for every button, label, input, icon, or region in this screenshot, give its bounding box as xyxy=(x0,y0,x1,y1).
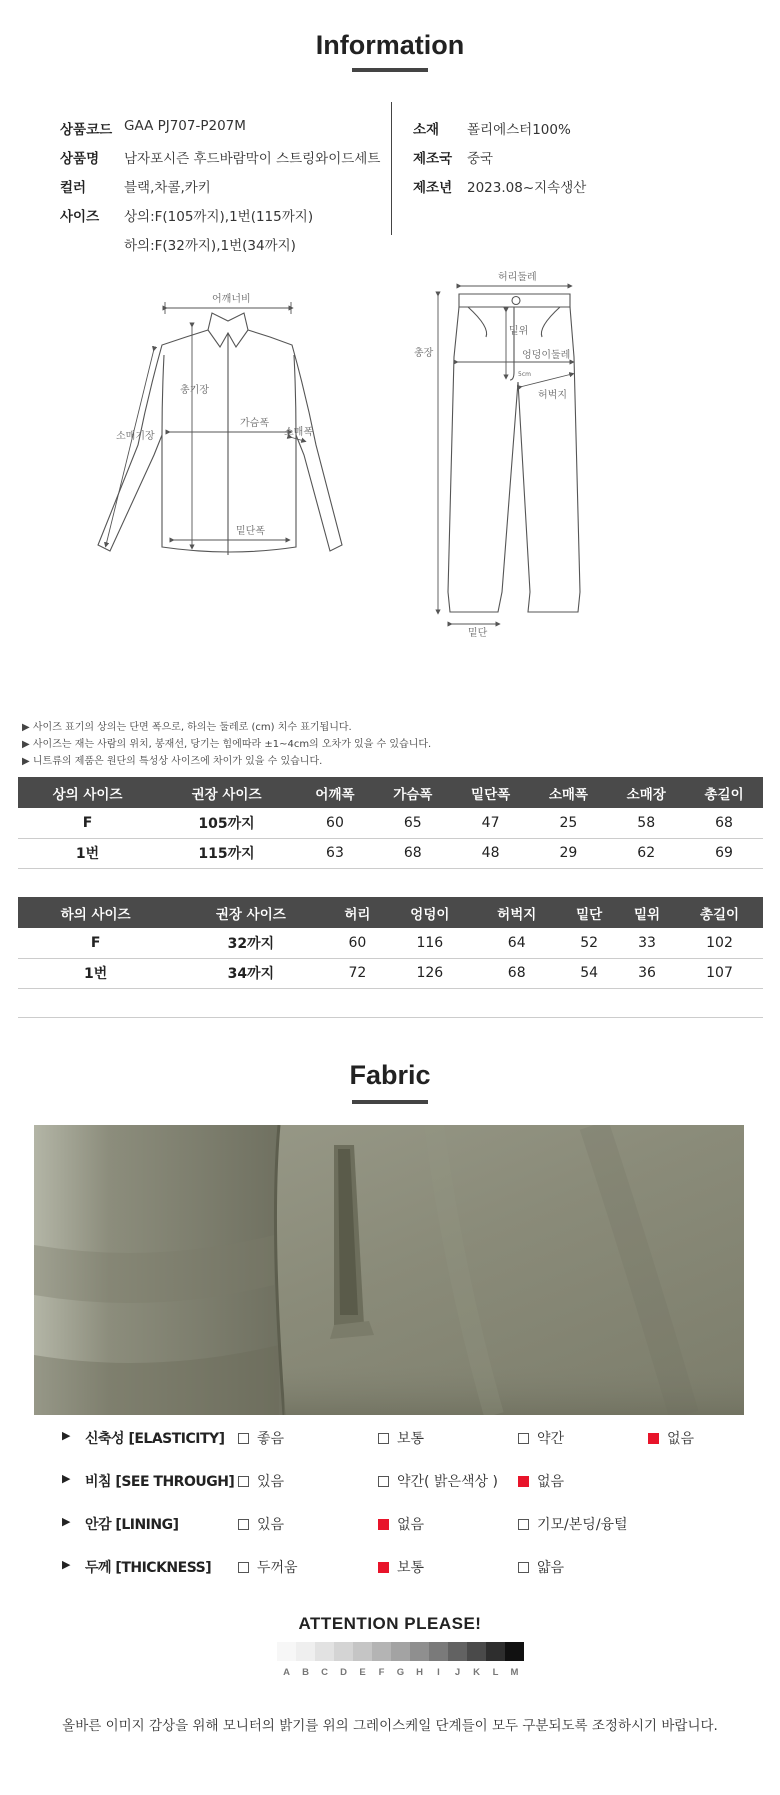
table-row xyxy=(18,838,763,868)
checkbox-icon xyxy=(518,1519,529,1530)
option-selected xyxy=(518,1471,564,1491)
grayscale-label: G xyxy=(396,1667,405,1678)
checked-box-icon xyxy=(378,1519,389,1530)
grayscale-labels xyxy=(277,1667,524,1678)
grayscale-swatch xyxy=(353,1642,372,1661)
grayscale-label: M xyxy=(510,1667,519,1678)
grayscale-swatch xyxy=(296,1642,315,1661)
table-header: 총길이 xyxy=(676,897,763,928)
property-label: 안감 [LINING] xyxy=(85,1517,179,1533)
footer-note: 올바른 이미지 감상을 위해 모니터의 밝기를 위의 그레이스케일 단계들이 모두 구분되도록 조정하시기 바랍니다. xyxy=(62,1718,718,1734)
option-label: 있음 xyxy=(257,1517,285,1533)
table-cell: 25 xyxy=(530,808,608,838)
table-header: 소매폭 xyxy=(530,777,608,808)
table-header: 허리 xyxy=(328,897,386,928)
table-cell: 65 xyxy=(374,808,452,838)
chest-label: 가슴폭 xyxy=(240,418,269,429)
info-value: 상의:F(105까지),1번(115까지) xyxy=(124,209,314,225)
table-cell: F xyxy=(18,928,173,958)
table-cell: 64 xyxy=(473,928,560,958)
table-header-row xyxy=(18,777,763,808)
table-row xyxy=(18,958,763,988)
length-label: 총기장 xyxy=(180,385,209,396)
note-line: ▶ 사이즈는 재는 사람의 위치, 봉재선, 당기는 힘에따라 ±1~4cm의 오차가 있을 수 있습니다. xyxy=(22,739,432,750)
table-cell: 69 xyxy=(685,838,763,868)
option-label: 좋음 xyxy=(257,1431,285,1447)
table-header: 어깨폭 xyxy=(296,777,374,808)
pants-length-label: 총장 xyxy=(414,348,434,359)
grayscale-swatch xyxy=(334,1642,353,1661)
shoulder-label: 어깨너비 xyxy=(212,294,251,305)
grayscale-label: J xyxy=(454,1667,461,1678)
table-cell: 58 xyxy=(607,808,685,838)
table-header: 엉덩이 xyxy=(386,897,473,928)
grayscale-label: L xyxy=(492,1667,499,1678)
table-cell: 116 xyxy=(386,928,473,958)
table-header: 가슴폭 xyxy=(374,777,452,808)
bullet-icon: ▶ xyxy=(62,1515,71,1528)
waist-label: 허리둘레 xyxy=(498,272,537,283)
table-cell: 32까지 xyxy=(173,928,328,958)
table-row xyxy=(18,808,763,838)
property-label: 신축성 [ELASTICITY] xyxy=(85,1431,225,1447)
checkbox-icon xyxy=(518,1562,529,1573)
grayscale-swatch xyxy=(391,1642,410,1661)
option-label: 보통 xyxy=(397,1431,425,1447)
info-divider xyxy=(391,102,392,235)
checkbox-icon xyxy=(378,1433,389,1444)
checkbox-icon xyxy=(378,1476,389,1487)
grayscale-label: I xyxy=(437,1667,440,1678)
option-label: 없음 xyxy=(537,1474,565,1490)
info-label: 상품코드 xyxy=(60,122,113,138)
note-line: ▶ 사이즈 표기의 상의는 단면 폭으로, 하의는 둘레로 (cm) 치수 표기됩니다. xyxy=(22,722,352,733)
option xyxy=(238,1428,284,1448)
table-cell: 52 xyxy=(560,928,618,958)
table-cell: 62 xyxy=(607,838,685,868)
information-title: Information xyxy=(315,30,465,60)
checkbox-icon xyxy=(238,1519,249,1530)
fabric-photo xyxy=(34,1125,744,1415)
table-cell: 54 xyxy=(560,958,618,988)
pants-diagram xyxy=(410,262,610,641)
table-cell: 34까지 xyxy=(173,958,328,988)
info-label: 사이즈 xyxy=(60,209,100,225)
property-row-see-through xyxy=(60,1471,760,1491)
grayscale-label: C xyxy=(321,1667,328,1678)
table-cell: 60 xyxy=(328,928,386,958)
table-cell: 68 xyxy=(374,838,452,868)
table-header: 총길이 xyxy=(685,777,763,808)
info-label: 제조년 xyxy=(413,180,453,196)
size-notes xyxy=(22,718,431,769)
checkbox-icon xyxy=(238,1562,249,1573)
checked-box-icon xyxy=(518,1476,529,1487)
grayscale-swatch xyxy=(410,1642,429,1661)
table-cell: 47 xyxy=(452,808,530,838)
sleeve-length-label: 소매기장 xyxy=(116,431,155,442)
grayscale-swatch xyxy=(486,1642,505,1661)
option xyxy=(518,1557,564,1577)
option-label: 없음 xyxy=(667,1431,695,1447)
grayscale-swatch xyxy=(315,1642,334,1661)
bullet-icon: ▶ xyxy=(62,1429,71,1442)
table-cell: 115까지 xyxy=(157,838,296,868)
info-label: 소재 xyxy=(413,122,440,138)
info-value: 2023.08~지속생산 xyxy=(467,180,587,196)
table-cell: 1번 xyxy=(18,838,157,868)
option-label: 있음 xyxy=(257,1474,285,1490)
option xyxy=(238,1471,284,1491)
grayscale-swatch xyxy=(277,1642,296,1661)
option-label: 약간 xyxy=(537,1431,565,1447)
grayscale-swatch xyxy=(467,1642,486,1661)
bullet-icon: ▶ xyxy=(62,1558,71,1571)
table-header: 밑단 xyxy=(560,897,618,928)
checkbox-icon xyxy=(238,1476,249,1487)
hem-label: 밑단폭 xyxy=(236,526,265,537)
option xyxy=(378,1428,424,1448)
grayscale-swatch xyxy=(505,1642,524,1661)
option xyxy=(378,1471,498,1491)
table-header: 소매장 xyxy=(607,777,685,808)
attention-heading: ATTENTION PLEASE! xyxy=(298,1614,482,1633)
property-label: 두께 [THICKNESS] xyxy=(85,1560,212,1576)
option xyxy=(238,1557,298,1577)
option-selected xyxy=(648,1428,694,1448)
table-header: 밑단폭 xyxy=(452,777,530,808)
table-header: 밑위 xyxy=(618,897,676,928)
info-value: 남자포시즌 후드바람막이 스트링와이드세트 xyxy=(124,151,381,167)
grayscale-swatch xyxy=(372,1642,391,1661)
table-header-row xyxy=(18,897,763,928)
option-label: 없음 xyxy=(397,1517,425,1533)
table-cell: 33 xyxy=(618,928,676,958)
grayscale-label: H xyxy=(416,1667,423,1678)
grayscale-label: F xyxy=(378,1667,385,1678)
grayscale-label: B xyxy=(302,1667,309,1678)
table-header: 상의 사이즈 xyxy=(18,777,157,808)
option xyxy=(518,1428,564,1448)
table-cell: 126 xyxy=(386,958,473,988)
grayscale-swatch xyxy=(429,1642,448,1661)
table-cell: 72 xyxy=(328,958,386,988)
thigh-label: 허벅지 xyxy=(538,390,567,401)
bottom-size-table xyxy=(18,897,763,989)
info-label: 제조국 xyxy=(413,151,453,167)
sleeve-width-label: 소매폭 xyxy=(284,427,313,438)
table-cell: 68 xyxy=(685,808,763,838)
top-size-table xyxy=(18,777,763,869)
table-cell: 60 xyxy=(296,808,374,838)
title-underline xyxy=(352,1100,428,1104)
section-divider xyxy=(18,1017,763,1018)
checked-box-icon xyxy=(648,1433,659,1444)
grayscale-label: A xyxy=(283,1667,290,1678)
table-row xyxy=(18,928,763,958)
table-cell: 1번 xyxy=(18,958,173,988)
grayscale-swatch xyxy=(448,1642,467,1661)
table-header: 권장 사이즈 xyxy=(157,777,296,808)
option xyxy=(238,1514,284,1534)
table-cell: 107 xyxy=(676,958,763,988)
pants-hem-label: 밑단 xyxy=(468,628,488,637)
bullet-icon: ▶ xyxy=(62,1472,71,1485)
checkbox-icon xyxy=(518,1433,529,1444)
info-label: 컬러 xyxy=(60,180,87,196)
jacket-diagram xyxy=(90,285,370,579)
option-label: 보통 xyxy=(397,1560,425,1576)
property-row-thickness xyxy=(60,1557,760,1577)
option-label: 기모/본딩/융털 xyxy=(537,1517,628,1533)
table-cell: 68 xyxy=(473,958,560,988)
property-label: 비침 [SEE THROUGH] xyxy=(85,1474,235,1490)
option xyxy=(518,1514,628,1534)
hip-label: 엉덩이둘레 xyxy=(522,350,571,361)
table-cell: 63 xyxy=(296,838,374,868)
grayscale-label: K xyxy=(473,1667,480,1678)
info-label: 상품명 xyxy=(60,151,100,167)
checked-box-icon xyxy=(378,1562,389,1573)
property-row-elasticity xyxy=(60,1428,760,1448)
table-cell: F xyxy=(18,808,157,838)
option-selected xyxy=(378,1557,424,1577)
option-selected xyxy=(378,1514,424,1534)
table-header: 허벅지 xyxy=(473,897,560,928)
note-line: ▶ 니트류의 제품은 원단의 특성상 사이즈에 차이가 있을 수 있습니다. xyxy=(22,756,323,767)
title-underline xyxy=(352,68,428,72)
table-cell: 105까지 xyxy=(157,808,296,838)
table-cell: 36 xyxy=(618,958,676,988)
rise-label: 밑위 xyxy=(509,326,529,337)
property-row-lining xyxy=(60,1514,760,1534)
table-cell: 48 xyxy=(452,838,530,868)
info-value: 블랙,차콜,카키 xyxy=(124,180,211,196)
info-value: 폴리에스터100% xyxy=(467,122,571,138)
checkbox-icon xyxy=(238,1433,249,1444)
table-header: 권장 사이즈 xyxy=(173,897,328,928)
grayscale-label: D xyxy=(340,1667,347,1678)
table-cell: 29 xyxy=(530,838,608,868)
table-header: 하의 사이즈 xyxy=(18,897,173,928)
fabric-title: Fabric xyxy=(349,1060,431,1090)
info-value: GAA PJ707-P207M xyxy=(124,118,246,134)
table-cell: 102 xyxy=(676,928,763,958)
info-value: 중국 xyxy=(467,151,494,167)
grayscale-strip xyxy=(277,1642,524,1661)
option-label: 약간( 밝은색상 ) xyxy=(397,1474,498,1490)
option-label: 두꺼움 xyxy=(257,1560,298,1576)
grayscale-label: E xyxy=(359,1667,366,1678)
option-label: 얇음 xyxy=(537,1560,565,1576)
small-label: 5cm xyxy=(518,371,531,378)
info-value: 하의:F(32까지),1번(34까지) xyxy=(124,238,296,254)
